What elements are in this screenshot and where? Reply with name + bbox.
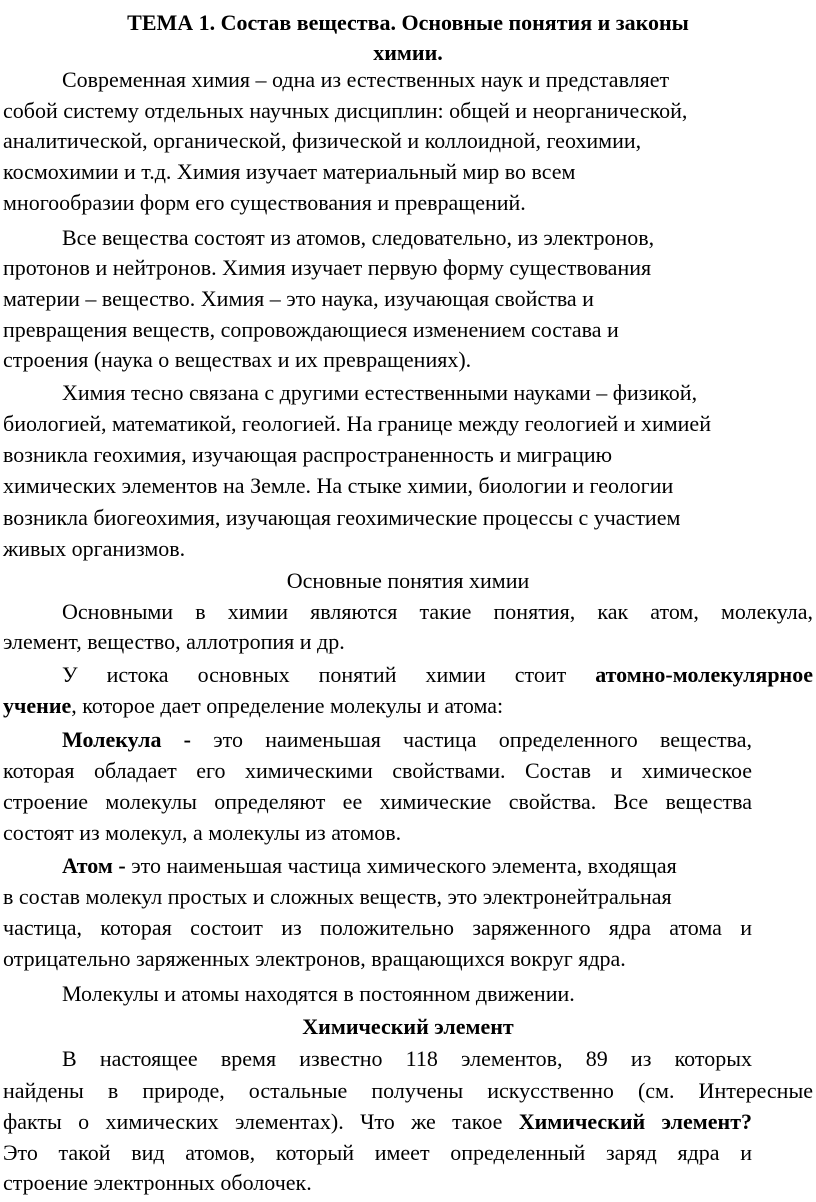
basic-concepts-heading: Основные понятия химии xyxy=(286,568,530,593)
atoms-line-5: строения (наука о веществах и их превращениях). xyxy=(3,347,472,372)
molecule-line-4: состоят из молекул, а молекулы из атомов. xyxy=(3,820,402,845)
intro-line-2: собой систему отдельных научных дисциплин: общей и неорганической, xyxy=(3,98,688,123)
relations-line-4: химических элементов на Земле. На стыке химии, биологии и геологии xyxy=(3,473,674,498)
intro-line-1: Современная химия – одна из естественных наук и представляет xyxy=(62,67,670,92)
molecule-term: Молекула - xyxy=(62,727,214,752)
element-line-3-text: факты о химических элементах). Что же такое xyxy=(3,1109,519,1134)
atomic-teaching-term: атомно-молекулярное xyxy=(595,662,813,687)
atoms-line-3: материи – вещество. Химия – это наука, изучающая свойства и xyxy=(3,286,594,311)
relations-line-5: возникла биогеохимия, изучающая геохимические процессы с участием xyxy=(3,505,681,530)
motion-line: Молекулы и атомы находятся в постоянном движении. xyxy=(62,981,575,1006)
atom-line-4: отрицательно заряженных электронов, вращающихся вокруг ядра. xyxy=(3,946,626,971)
atom-line-2: в состав молекул простых и сложных веществ, это электронейтральная xyxy=(3,884,672,909)
atomic-teaching-term-end: учение xyxy=(3,693,72,718)
atom-definition-start: это наименьшая частица химического элемента, входящая xyxy=(131,853,677,878)
relations-line-2: биологией, математикой, геологией. На границе между геологией и химией xyxy=(3,411,711,436)
element-heading: Химический элемент xyxy=(302,1014,514,1039)
element-line-2: найдены в природе, остальные получены искусственно (см. Интересные xyxy=(3,1078,813,1103)
intro-line-5: многообразии форм его существования и превращений. xyxy=(3,190,526,215)
intro-line-3: аналитической, органической, физической и коллоидной, геохимии, xyxy=(3,128,642,153)
element-line-1: В настоящее время известно 118 элементов, 89 из которых xyxy=(62,1046,752,1071)
molecule-definition-start: это наименьшая частица определенного вещества, xyxy=(213,727,752,752)
page-title-line-2: химии. xyxy=(373,40,443,65)
element-term: Химический элемент? xyxy=(518,1109,753,1134)
molecule-line-3: строение молекулы определяют ее химические свойства. Все вещества xyxy=(3,789,752,814)
atoms-line-4: превращения веществ, сопровождающиеся изменением состава и xyxy=(3,317,619,342)
molecule-line-2: которая обладает его химическими свойствами. Состав и химическое xyxy=(3,758,752,783)
atom-line-1 xyxy=(0,851,816,883)
element-line-4: Это такой вид атомов, который имеет определенный заряд ядра и xyxy=(3,1140,752,1165)
basic-concepts-line-1: Основными в химии являются такие понятия, как атом, молекула, xyxy=(62,599,813,624)
intro-line-4: космохимии и т.д. Химия изучает материальный мир во всем xyxy=(3,159,576,184)
relations-line-1: Химия тесно связана с другими естественными науками – физикой, xyxy=(62,380,698,405)
page-title-line-1: ТЕМА 1. Состав вещества. Основные понятия и законы xyxy=(127,10,689,35)
element-line-5: строение электронных оболочек. xyxy=(3,1170,312,1195)
element-line-3 xyxy=(0,1107,816,1139)
basic-concepts-line-2: элемент, вещество, аллотропия и др. xyxy=(3,629,345,654)
atomic-teaching-text-end: , которое дает определение молекулы и атома: xyxy=(71,693,504,718)
atom-term: Атом - xyxy=(62,853,132,878)
relations-line-6: живых организмов. xyxy=(3,536,186,561)
atomic-teaching-text: У истока основных понятий химии стоит xyxy=(62,662,596,687)
atoms-line-1: Все вещества состоят из атомов, следовательно, из электронов, xyxy=(62,225,655,250)
atomic-teaching-line-1 xyxy=(0,660,816,692)
atom-line-3: частица, которая состоит из положительно заряженного ядра атома и xyxy=(3,915,752,940)
molecule-line-1 xyxy=(0,725,816,757)
atoms-line-2: протонов и нейтронов. Химия изучает первую форму существования xyxy=(3,255,652,280)
relations-line-3: возникла геохимия, изучающая распространенность и миграцию xyxy=(3,442,613,467)
atomic-teaching-line-2 xyxy=(0,691,816,723)
